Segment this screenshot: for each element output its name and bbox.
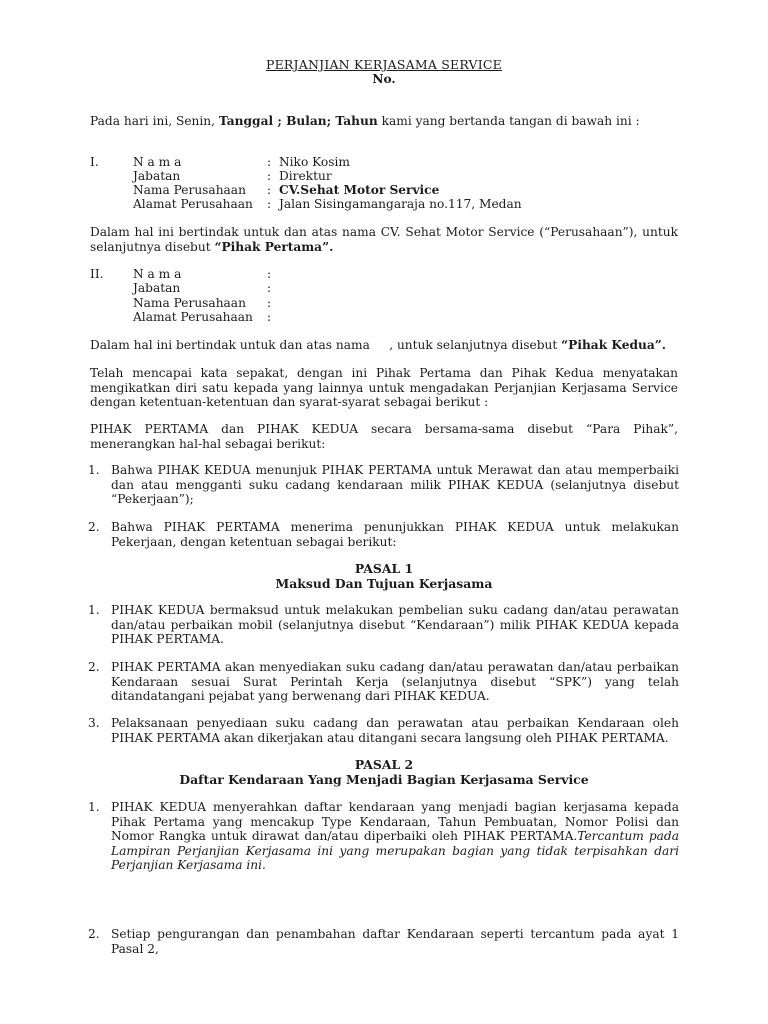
pasal-2-item-number: 2. <box>88 927 100 941</box>
recital-text: Bahwa PIHAK KEDUA menunjuk PIHAK PERTAMA untuk Merawat dan atau memperbaiki dan atau mengganti suku cadang kendaraan milik PIHAK KEDUA (selanjutnya disebut “Pekerjaan”); <box>111 463 679 506</box>
pasal-1-item-text: PIHAK PERTAMA akan menyediakan suku cadang dan/atau perawatan dan/atau perbaikan Kendaraan sesuai Surat Perintah Kerja (selanjutnya disebut “SPK”) yang telah ditandatangani pejabat yang berwenang dari PIHAK KEDUA. <box>111 660 679 703</box>
party-one-name-label: N a m a <box>133 155 182 169</box>
party-one-acting-text: Dalam hal ini bertindak untuk dan atas nama CV. Sehat Motor Service (“Perusahaan”), untuk selanjutnya disebut <box>90 225 678 254</box>
pasal-1-subheading: Maksud Dan Tujuan Kerjasama <box>275 576 493 591</box>
pasal-2-item-1 <box>111 800 679 873</box>
field-colon: : <box>267 267 272 281</box>
pasal-1-heading: PASAL 1 <box>354 561 414 576</box>
pasal-1-item-text: PIHAK KEDUA bermaksud untuk melakukan pembelian suku cadang dan/atau perawatan dan/atau perbaikan mobil (selanjutnya disebut “Kendaraan”) milik PIHAK KEDUA kepada PIHAK PERTAMA. <box>111 603 679 646</box>
party-two-acting-text: Dalam hal ini bertindak untuk dan atas nama , untuk selanjutnya disebut <box>90 338 562 352</box>
intro-text: Pada hari ini, Senin, <box>90 114 219 128</box>
pasal-2-item-1-italic-note: Tercantum pada Lampiran Perjanjian Kerjasama ini yang merupakan bagian yang tidak terpisahkan dari Perjanjian Kerjasama ini. <box>111 829 679 872</box>
party-one-company-label: Nama Perusahaan <box>133 183 246 197</box>
party-two-roman: II. <box>90 267 104 281</box>
party-one-position-label: Jabatan <box>133 169 181 183</box>
pasal-1-item-number: 1. <box>88 603 100 617</box>
field-colon: : <box>267 169 272 183</box>
document-number: No. <box>372 72 396 86</box>
intro-text-end: kami yang bertanda tangan di bawah ini : <box>377 114 640 128</box>
party-one-address-value: Jalan Sisingamangaraja no.117, Medan <box>279 197 522 211</box>
party-one-address-label: Alamat Perusahaan <box>133 197 253 211</box>
recital-text: Bahwa PIHAK PERTAMA menerima penunjukkan PIHAK KEDUA untuk melakukan Pekerjaan, dengan ketentuan sebagai berikut: <box>111 520 679 549</box>
field-colon: : <box>267 155 272 169</box>
pasal-1-item-number: 3. <box>88 716 100 730</box>
field-colon: : <box>267 296 272 310</box>
pasal-2-subheading: Daftar Kendaraan Yang Menjadi Bagian Kerjasama Service <box>179 772 589 787</box>
party-one-roman: I. <box>90 155 99 169</box>
recital-number: 2. <box>88 520 100 534</box>
party-two-acting-paragraph <box>90 338 666 352</box>
parties-statement-paragraph: PIHAK PERTAMA dan PIHAK KEDUA secara bersama-sama disebut “Para Pihak”, menerangkan hal-hal sebagai berikut: <box>90 422 678 451</box>
field-colon: : <box>267 310 272 324</box>
intro-line <box>90 114 640 128</box>
party-two-company-label: Nama Perusahaan <box>133 296 246 310</box>
recital-number: 1. <box>88 463 100 477</box>
agreement-paragraph: Telah mencapai kata sepakat, dengan ini Pihak Pertama dan Pihak Kedua menyatakan mengikatkan diri satu kepada yang lainnya untuk mengadakan Perjanjian Kerjasama Service dengan ketentuan-ketentuan dan syarat-syarat sebagai berikut : <box>90 366 678 409</box>
pasal-2-heading: PASAL 2 <box>354 757 414 772</box>
pasal-2-item-1-text: PIHAK KEDUA menyerahkan daftar kendaraan yang menjadi bagian kerjasama kepada Pihak Pertama yang mencakup Type Kendaraan, Tahun Pembuatan, Nomor Polisi dan Nomor Rangka untuk dirawat dan/atau diperbaiki oleh PIHAK PERTAMA. <box>111 800 679 843</box>
document-title: PERJANJIAN KERJASAMA SERVICE <box>265 57 503 72</box>
field-colon: : <box>267 281 272 295</box>
field-colon: : <box>267 183 272 197</box>
party-one-acting-paragraph <box>90 225 678 254</box>
field-colon: : <box>267 197 272 211</box>
party-two-name-label: N a m a <box>133 267 182 281</box>
party-one-name-value: Niko Kosim <box>279 155 350 169</box>
party-one-alias: “Pihak Pertama”. <box>214 239 334 254</box>
party-one-position-value: Direktur <box>279 169 332 183</box>
pasal-2-item-2-text: Setiap pengurangan dan penambahan daftar Kendaraan seperti tercantum pada ayat 1 Pasal 2, <box>111 927 679 956</box>
pasal-1-item-number: 2. <box>88 660 100 674</box>
pasal-2-item-number: 1. <box>88 800 100 814</box>
party-two-position-label: Jabatan <box>133 281 181 295</box>
pasal-1-item-text: Pelaksanaan penyediaan suku cadang dan perawatan atau perbaikan Kendaraan oleh PIHAK PERTAMA akan dikerjakan atau ditangani secara langsung oleh PIHAK PERTAMA. <box>111 716 679 745</box>
intro-date-placeholder: Tanggal ; Bulan; Tahun <box>218 114 378 128</box>
party-one-company-value: CV.Sehat Motor Service <box>279 183 440 197</box>
party-two-address-label: Alamat Perusahaan <box>133 310 253 324</box>
party-two-alias: “Pihak Kedua”. <box>561 338 667 352</box>
